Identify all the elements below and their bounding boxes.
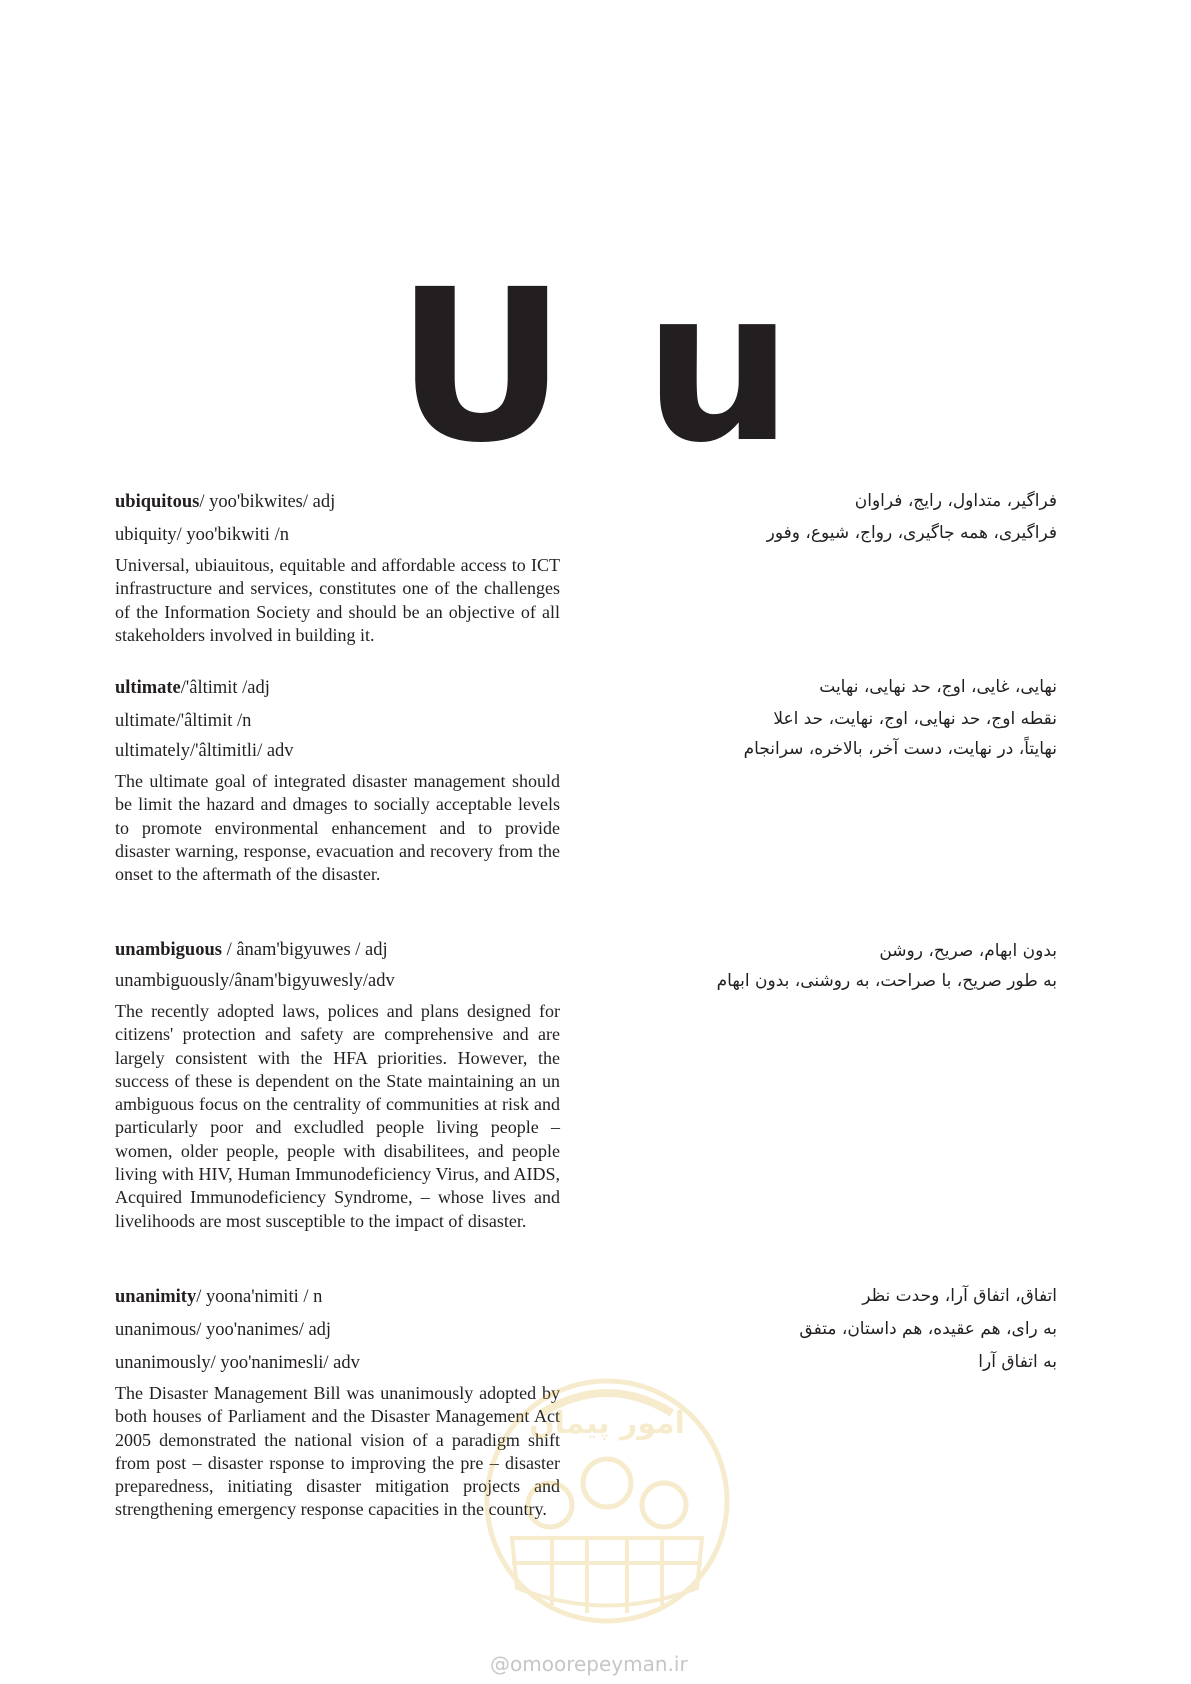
headword: unanimity: [115, 1287, 197, 1307]
entry-headword-line: [115, 677, 270, 699]
entry-headword-line: [115, 491, 335, 513]
example-paragraph: The ultimate goal of integrated disaster management should be limit the hazard and dmages to socially acceptable levels to promote environmental enhancement and to provide disaster warning, response, evacuation and recovery from the onset to the aftermath of the disaster.: [115, 771, 560, 885]
persian-definition: نقطه اوج، حد نهایی، اوج، نهایت، حد اعلا: [773, 709, 1057, 729]
example-paragraph: Universal, ubiauitous, equitable and affordable access to ICT infrastructure and services, constitutes one of the challenges of the Information Society and should be an objective of all stakeholders involved in building it.: [115, 555, 560, 645]
persian-definition: فراگیر، متداول، رایج، فراوان: [854, 491, 1057, 511]
persian-definition: بدون ابهام، صریح، روشن: [879, 941, 1057, 961]
persian-definition: به اتفاق آرا: [978, 1352, 1057, 1372]
derived-form: unanimous/ yoo'nanimes/ adj: [115, 1320, 332, 1340]
headword: ultimate: [115, 678, 181, 698]
pronunciation: / yoo'bikwites/ adj: [199, 492, 336, 512]
headword: unambiguous: [115, 940, 222, 960]
example-paragraph: The recently adopted laws, polices and plans designed for citizens' protection and safety are comprehensive and are largely consistent with the HFA priorities. However, the success of these is dependent on the State maintaining an un ambiguous focus on the centrality of communities at risk and particularly poor and excludled people living people – women, older people, people with disabilitees, and people living with HIV, Human Immunodeficiency Virus, and AIDS, Acquired Immunodeficiency Syndrome, – whose lives and livelihoods are most susceptible to the impact of disaster.: [115, 1001, 560, 1231]
derived-form: unambiguously/ânam'bigyuwesly/adv: [115, 971, 395, 991]
persian-definition: به طور صریح، با صراحت، به روشنی، بدون ابهام: [716, 971, 1057, 991]
persian-definition: به رای، هم عقیده، هم داستان، متفق: [799, 1319, 1057, 1339]
entry-headword-line: [115, 1286, 322, 1308]
watermark-site-text: @omoorepeyman.ir: [490, 1652, 688, 1676]
watermark-logo-text: امور پیمان: [529, 1406, 685, 1441]
persian-definition: فراگیری، همه جاگیری، رواج، شیوع، وفور: [766, 523, 1057, 543]
pronunciation: / ânam'bigyuwes / adj: [221, 940, 388, 960]
persian-definition: اتفاق، اتفاق آرا، وحدت نظر: [862, 1286, 1057, 1306]
entry-headword-line: [115, 939, 388, 961]
derived-form: ultimately/'âltimitli/ adv: [115, 741, 294, 761]
headword: ubiquitous: [115, 492, 200, 512]
example-paragraph: The Disaster Management Bill was unanimously adopted by both houses of Parliament and the Disaster Management Act 2005 demonstrated the national vision of a paradigm shift from post – disaster rsponse to improving the pre – disaster preparedness, initiating disaster mitigation projects and strengthening emergency response capacities in the country.: [115, 1383, 560, 1520]
persian-definition: نهایتاً، در نهایت، دست آخر، بالاخره، سرانجام: [743, 739, 1057, 759]
pronunciation: / yoona'nimiti / n: [196, 1287, 323, 1307]
derived-form: unanimously/ yoo'nanimesli/ adv: [115, 1353, 360, 1373]
derived-form: ultimate/'âltimit /n: [115, 711, 252, 731]
persian-definition: نهایی، غایی، اوج، حد نهایی، نهایت: [819, 677, 1057, 697]
section-letter-heading: U u: [395, 244, 796, 489]
pronunciation: /'âltimit /adj: [180, 678, 270, 698]
derived-form: ubiquity/ yoo'bikwiti /n: [115, 525, 289, 545]
